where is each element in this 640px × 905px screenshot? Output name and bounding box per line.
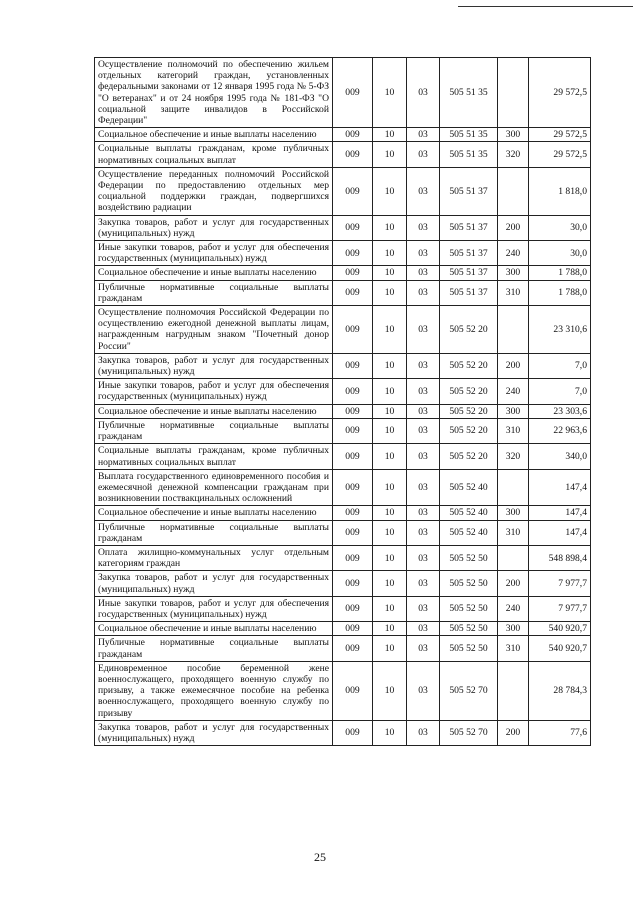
row-subsection-code: 03: [407, 266, 440, 280]
row-subsection-code: 03: [407, 506, 440, 520]
table-row: [95, 720, 591, 745]
row-section-code: 10: [373, 241, 407, 266]
row-description: Выплата государственного единовременного пособия и ежемесячной денежной компенсации гражданам при возникновении поствакцинальных осложнений: [95, 469, 333, 506]
table-row: [95, 469, 591, 506]
row-description: Закупка товаров, работ и услуг для государственных (муниципальных) нужд: [95, 353, 333, 378]
row-amount: 23 303,6: [529, 404, 591, 418]
row-target-article-code: 505 52 50: [440, 545, 498, 570]
row-expense-type-code: 300: [498, 128, 529, 142]
row-description: Публичные нормативные социальные выплаты гражданам: [95, 636, 333, 661]
row-target-article-code: 505 51 37: [440, 266, 498, 280]
row-description: Социальное обеспечение и иные выплаты населению: [95, 506, 333, 520]
table-body: [95, 58, 591, 746]
row-expense-type-code: [498, 167, 529, 215]
row-ved-code: 009: [333, 404, 373, 418]
row-section-code: 10: [373, 215, 407, 240]
row-target-article-code: 505 52 20: [440, 418, 498, 443]
row-amount: 1 818,0: [529, 167, 591, 215]
row-subsection-code: 03: [407, 353, 440, 378]
row-ved-code: 009: [333, 128, 373, 142]
row-subsection-code: 03: [407, 280, 440, 305]
row-subsection-code: 03: [407, 444, 440, 469]
row-target-article-code: 505 52 50: [440, 636, 498, 661]
row-ved-code: 009: [333, 306, 373, 354]
table-row: [95, 379, 591, 404]
row-expense-type-code: 310: [498, 418, 529, 443]
row-expense-type-code: 240: [498, 241, 529, 266]
row-target-article-code: 505 52 20: [440, 379, 498, 404]
table-row: [95, 571, 591, 596]
row-description: Иные закупки товаров, работ и услуг для обеспечения государственных (муниципальных) нужд: [95, 596, 333, 621]
table-row: [95, 661, 591, 720]
budget-table: [94, 57, 591, 746]
row-amount: 540 920,7: [529, 622, 591, 636]
header-rule: [458, 6, 633, 7]
row-section-code: 10: [373, 469, 407, 506]
row-amount: 1 788,0: [529, 266, 591, 280]
row-subsection-code: 03: [407, 142, 440, 167]
table-row: [95, 545, 591, 570]
row-expense-type-code: [498, 661, 529, 720]
row-description: Закупка товаров, работ и услуг для государственных (муниципальных) нужд: [95, 720, 333, 745]
row-target-article-code: 505 52 20: [440, 444, 498, 469]
row-ved-code: 009: [333, 469, 373, 506]
row-amount: 147,4: [529, 520, 591, 545]
table-row: [95, 404, 591, 418]
row-ved-code: 009: [333, 636, 373, 661]
row-target-article-code: 505 51 37: [440, 241, 498, 266]
row-ved-code: 009: [333, 379, 373, 404]
row-description: Осуществление полномочий по обеспечению жильем отдельных категорий граждан, установленных федеральными законами от 12 января 1995 года № 5-ФЗ "О ветеранах" и от 24 ноября 1995 года № 181-ФЗ "О социальной защите инвалидов в Российской Федерации": [95, 58, 333, 128]
row-subsection-code: 03: [407, 622, 440, 636]
row-description: Осуществление переданных полномочий Российской Федерации по предоставлению отдельных мер социальной поддержки граждан, подвергшихся воздействию радиации: [95, 167, 333, 215]
table-row: [95, 596, 591, 621]
row-description: Публичные нормативные социальные выплаты гражданам: [95, 280, 333, 305]
row-expense-type-code: 200: [498, 353, 529, 378]
row-expense-type-code: 200: [498, 215, 529, 240]
row-target-article-code: 505 52 20: [440, 306, 498, 354]
row-expense-type-code: 300: [498, 506, 529, 520]
row-section-code: 10: [373, 622, 407, 636]
row-ved-code: 009: [333, 506, 373, 520]
row-description: Осуществление полномочия Российской Федерации по осуществлению ежегодной денежной выплаты лицам, награжденным нагрудным знаком "Почетный донор России": [95, 306, 333, 354]
row-amount: 147,4: [529, 469, 591, 506]
row-target-article-code: 505 52 20: [440, 353, 498, 378]
row-section-code: 10: [373, 404, 407, 418]
row-expense-type-code: 200: [498, 720, 529, 745]
row-amount: 7,0: [529, 353, 591, 378]
row-subsection-code: 03: [407, 58, 440, 128]
row-ved-code: 009: [333, 444, 373, 469]
row-section-code: 10: [373, 571, 407, 596]
table-row: [95, 215, 591, 240]
row-ved-code: 009: [333, 720, 373, 745]
row-subsection-code: 03: [407, 661, 440, 720]
table-row: [95, 520, 591, 545]
row-amount: 540 920,7: [529, 636, 591, 661]
row-target-article-code: 505 51 35: [440, 128, 498, 142]
row-amount: 77,6: [529, 720, 591, 745]
row-target-article-code: 505 52 20: [440, 404, 498, 418]
table-row: [95, 418, 591, 443]
page-number: 25: [314, 850, 326, 864]
row-section-code: 10: [373, 661, 407, 720]
row-ved-code: 009: [333, 142, 373, 167]
row-description: Публичные нормативные социальные выплаты гражданам: [95, 520, 333, 545]
row-section-code: 10: [373, 266, 407, 280]
table-row: [95, 142, 591, 167]
row-amount: 147,4: [529, 506, 591, 520]
row-ved-code: 009: [333, 661, 373, 720]
row-description: Закупка товаров, работ и услуг для государственных (муниципальных) нужд: [95, 215, 333, 240]
row-subsection-code: 03: [407, 379, 440, 404]
row-amount: 29 572,5: [529, 58, 591, 128]
row-expense-type-code: 240: [498, 596, 529, 621]
row-expense-type-code: 300: [498, 266, 529, 280]
row-description: Социальное обеспечение и иные выплаты населению: [95, 266, 333, 280]
row-section-code: 10: [373, 720, 407, 745]
row-expense-type-code: [498, 58, 529, 128]
row-subsection-code: 03: [407, 215, 440, 240]
table-row: [95, 167, 591, 215]
row-target-article-code: 505 52 40: [440, 506, 498, 520]
table-row: [95, 58, 591, 128]
row-description: Иные закупки товаров, работ и услуг для обеспечения государственных (муниципальных) нужд: [95, 379, 333, 404]
row-section-code: 10: [373, 142, 407, 167]
row-subsection-code: 03: [407, 128, 440, 142]
row-section-code: 10: [373, 280, 407, 305]
table-row: [95, 280, 591, 305]
row-expense-type-code: 300: [498, 622, 529, 636]
row-expense-type-code: 310: [498, 636, 529, 661]
table-row: [95, 241, 591, 266]
row-section-code: 10: [373, 545, 407, 570]
table-row: [95, 506, 591, 520]
row-description: Социальное обеспечение и иные выплаты населению: [95, 128, 333, 142]
row-subsection-code: 03: [407, 596, 440, 621]
row-description: Оплата жилищно-коммунальных услуг отдельным категориям граждан: [95, 545, 333, 570]
row-section-code: 10: [373, 379, 407, 404]
row-subsection-code: 03: [407, 469, 440, 506]
row-target-article-code: 505 51 37: [440, 167, 498, 215]
row-expense-type-code: [498, 545, 529, 570]
row-description: Социальные выплаты гражданам, кроме публичных нормативных социальных выплат: [95, 142, 333, 167]
row-section-code: 10: [373, 444, 407, 469]
row-ved-code: 009: [333, 266, 373, 280]
row-target-article-code: 505 52 50: [440, 596, 498, 621]
row-expense-type-code: 320: [498, 142, 529, 167]
row-amount: 548 898,4: [529, 545, 591, 570]
row-amount: 7 977,7: [529, 571, 591, 596]
row-section-code: 10: [373, 418, 407, 443]
row-subsection-code: 03: [407, 636, 440, 661]
row-description: Иные закупки товаров, работ и услуг для обеспечения государственных (муниципальных) нужд: [95, 241, 333, 266]
row-ved-code: 009: [333, 596, 373, 621]
row-amount: 1 788,0: [529, 280, 591, 305]
row-section-code: 10: [373, 128, 407, 142]
row-amount: 29 572,5: [529, 128, 591, 142]
table-row: [95, 636, 591, 661]
row-subsection-code: 03: [407, 545, 440, 570]
row-amount: 7 977,7: [529, 596, 591, 621]
row-expense-type-code: 320: [498, 444, 529, 469]
row-subsection-code: 03: [407, 404, 440, 418]
row-subsection-code: 03: [407, 720, 440, 745]
row-target-article-code: 505 52 40: [440, 469, 498, 506]
row-target-article-code: 505 51 37: [440, 280, 498, 305]
row-expense-type-code: [498, 469, 529, 506]
row-subsection-code: 03: [407, 418, 440, 443]
row-expense-type-code: 200: [498, 571, 529, 596]
row-section-code: 10: [373, 353, 407, 378]
row-amount: 30,0: [529, 241, 591, 266]
row-subsection-code: 03: [407, 167, 440, 215]
row-target-article-code: 505 52 70: [440, 661, 498, 720]
row-target-article-code: 505 51 35: [440, 142, 498, 167]
row-section-code: 10: [373, 506, 407, 520]
row-target-article-code: 505 52 50: [440, 622, 498, 636]
table-row: [95, 128, 591, 142]
row-expense-type-code: [498, 306, 529, 354]
row-expense-type-code: 240: [498, 379, 529, 404]
row-subsection-code: 03: [407, 571, 440, 596]
row-amount: 22 963,6: [529, 418, 591, 443]
row-subsection-code: 03: [407, 241, 440, 266]
row-target-article-code: 505 51 37: [440, 215, 498, 240]
row-description: Социальные выплаты гражданам, кроме публичных нормативных социальных выплат: [95, 444, 333, 469]
table-row: [95, 266, 591, 280]
row-ved-code: 009: [333, 58, 373, 128]
row-amount: 340,0: [529, 444, 591, 469]
row-amount: 7,0: [529, 379, 591, 404]
row-amount: 29 572,5: [529, 142, 591, 167]
row-ved-code: 009: [333, 167, 373, 215]
row-subsection-code: 03: [407, 306, 440, 354]
table-row: [95, 306, 591, 354]
row-description: Социальное обеспечение и иные выплаты населению: [95, 404, 333, 418]
row-ved-code: 009: [333, 571, 373, 596]
row-target-article-code: 505 52 50: [440, 571, 498, 596]
row-section-code: 10: [373, 636, 407, 661]
row-section-code: 10: [373, 596, 407, 621]
row-section-code: 10: [373, 306, 407, 354]
row-ved-code: 009: [333, 520, 373, 545]
row-ved-code: 009: [333, 418, 373, 443]
row-expense-type-code: 310: [498, 280, 529, 305]
table-row: [95, 622, 591, 636]
row-section-code: 10: [373, 520, 407, 545]
row-section-code: 10: [373, 58, 407, 128]
row-expense-type-code: 310: [498, 520, 529, 545]
row-ved-code: 009: [333, 280, 373, 305]
row-section-code: 10: [373, 167, 407, 215]
row-ved-code: 009: [333, 622, 373, 636]
row-ved-code: 009: [333, 545, 373, 570]
row-ved-code: 009: [333, 241, 373, 266]
row-target-article-code: 505 52 70: [440, 720, 498, 745]
row-description: Публичные нормативные социальные выплаты гражданам: [95, 418, 333, 443]
row-amount: 30,0: [529, 215, 591, 240]
row-ved-code: 009: [333, 215, 373, 240]
row-description: Закупка товаров, работ и услуг для государственных (муниципальных) нужд: [95, 571, 333, 596]
row-subsection-code: 03: [407, 520, 440, 545]
row-description: Единовременное пособие беременной жене военнослужащего, проходящего военную службу по призыву, а также ежемесячное пособие на ребенка военнослужащего, проходящего военную службу по призыву: [95, 661, 333, 720]
row-target-article-code: 505 52 40: [440, 520, 498, 545]
row-target-article-code: 505 51 35: [440, 58, 498, 128]
row-amount: 28 784,3: [529, 661, 591, 720]
row-amount: 23 310,6: [529, 306, 591, 354]
table-row: [95, 353, 591, 378]
row-expense-type-code: 300: [498, 404, 529, 418]
table-row: [95, 444, 591, 469]
row-description: Социальное обеспечение и иные выплаты населению: [95, 622, 333, 636]
row-ved-code: 009: [333, 353, 373, 378]
